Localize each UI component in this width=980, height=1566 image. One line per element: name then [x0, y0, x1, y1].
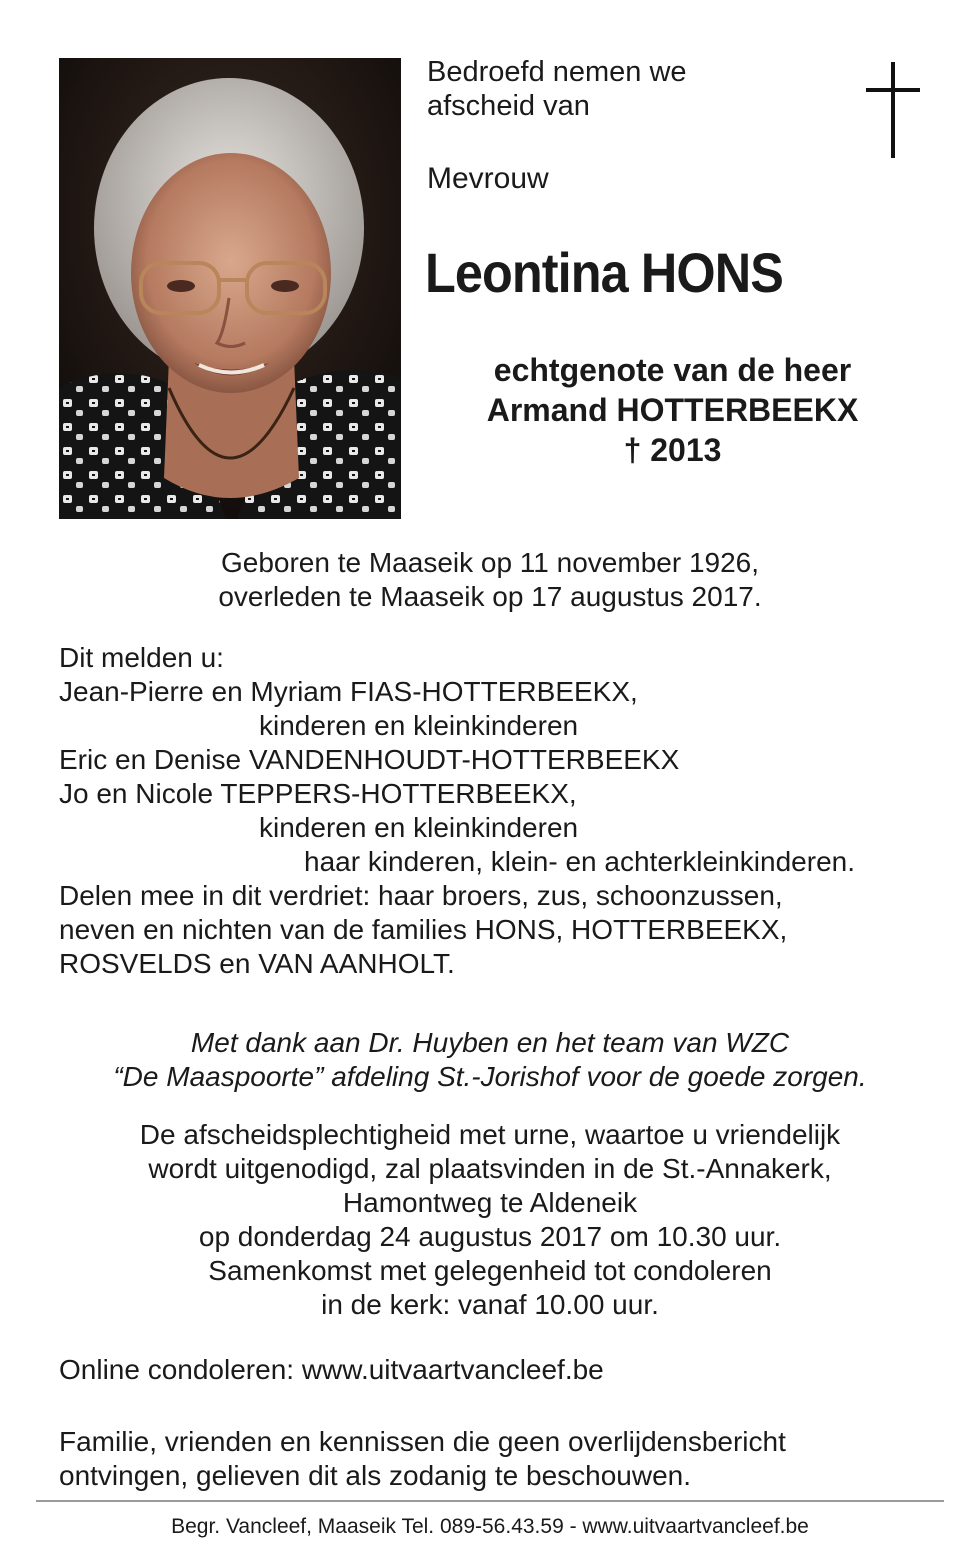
intro-text	[427, 55, 847, 123]
spouse-block	[420, 350, 925, 470]
cross-icon	[864, 62, 922, 158]
family-line: kinderen en kleinkinderen	[259, 812, 579, 843]
family-line: ROSVELDS en VAN AANHOLT.	[59, 948, 455, 979]
intro-line: Bedroefd nemen we	[427, 56, 687, 88]
life-dates	[0, 546, 980, 614]
ceremony-line: in de kerk: vanaf 10.00 uur.	[321, 1289, 659, 1320]
title-prefix: Mevrouw	[427, 162, 549, 195]
family-line: neven en nichten van de families HONS, HOTTERBEEKX,	[59, 914, 788, 945]
ceremony-line: op donderdag 24 augustus 2017 om 10.30 uur.	[198, 1221, 782, 1252]
spouse-death-year: † 2013	[623, 432, 722, 468]
spouse-name: Armand HOTTERBEEKX	[486, 392, 859, 428]
notice-block	[59, 1425, 939, 1493]
notice-line: Familie, vrienden en kennissen die geen overlijdensbericht	[59, 1426, 786, 1457]
thanks-line: Met dank aan Dr. Huyben en het team van WZC	[190, 1027, 790, 1058]
ceremony-line: Hamontweg te Aldeneik	[342, 1187, 638, 1218]
birth-line: Geboren te Maaseik op 11 november 1926,	[220, 547, 760, 578]
footer-divider	[36, 1500, 944, 1502]
portrait-photo	[59, 58, 401, 519]
ceremony-line: De afscheidsplechtigheid met urne, waartoe u vriendelijk	[139, 1119, 841, 1150]
family-line: Jean-Pierre en Myriam FIAS-HOTTERBEEKX,	[59, 676, 638, 707]
family-line: kinderen en kleinkinderen	[259, 710, 579, 741]
intro-line: afscheid van	[427, 90, 590, 122]
thanks-line: “De Maaspoorte” afdeling St.-Jorishof voor de goede zorgen.	[113, 1061, 867, 1092]
ceremony-block	[0, 1118, 980, 1322]
footer-text: Begr. Vancleef, Maaseik Tel. 089-56.43.59 - www.uitvaartvancleef.be	[171, 1515, 809, 1538]
family-block	[59, 641, 939, 981]
family-line: Delen mee in dit verdriet: haar broers, zus, schoonzussen,	[59, 880, 783, 911]
family-intro: Dit melden u:	[59, 642, 224, 673]
deceased-name: Leontina HONS	[425, 241, 783, 304]
family-line: haar kinderen, klein- en achterkleinkinderen.	[304, 846, 855, 877]
ceremony-line: wordt uitgenodigd, zal plaatsvinden in de St.-Annakerk,	[148, 1153, 832, 1184]
death-line: overleden te Maaseik op 17 augustus 2017.	[218, 581, 762, 612]
thanks-block	[0, 1026, 980, 1094]
spouse-line: echtgenote van de heer	[493, 352, 852, 388]
ceremony-line: Samenkomst met gelegenheid tot condoleren	[208, 1255, 772, 1286]
online-condolences: Online condoleren: www.uitvaartvancleef.be	[59, 1354, 604, 1385]
notice-line: ontvingen, gelieven dit als zodanig te beschouwen.	[59, 1460, 691, 1491]
family-line: Eric en Denise VANDENHOUDT-HOTTERBEEKX	[59, 744, 680, 775]
family-line: Jo en Nicole TEPPERS-HOTTERBEEKX,	[59, 778, 577, 809]
